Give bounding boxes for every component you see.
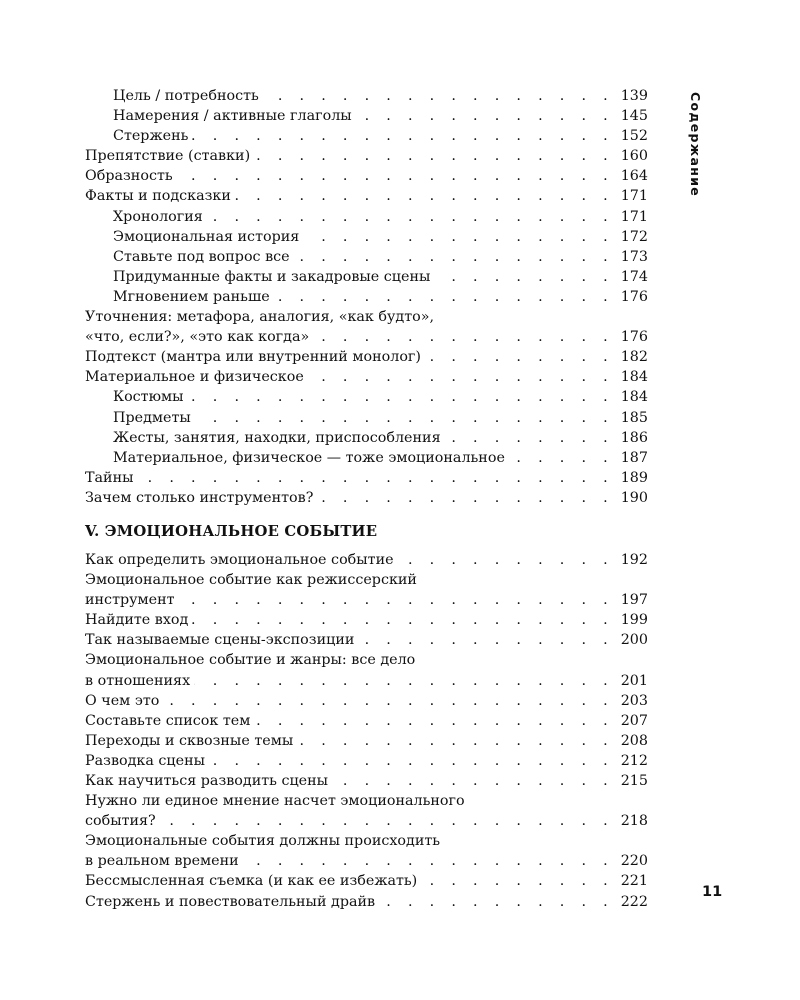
toc-entry-page: 174 [620,268,648,285]
dot-leader [425,347,614,367]
toc-entry-title: Как научиться разводить сцены [85,771,332,791]
toc-entry-title: Препятствие (ставки) [85,146,254,166]
toc-entry [85,731,648,751]
toc-entry-page: 176 [620,288,648,305]
toc-part-2 [85,550,648,912]
toc-entry [85,428,648,448]
toc-entry-title: Материальное, физическое — тоже эмоциональное [113,448,509,468]
toc-entry-page: 190 [620,489,648,506]
toc-entry-page: 139 [620,88,648,104]
dot-leader [379,892,614,912]
toc-entry [85,86,648,106]
toc-entry [85,347,648,367]
toc-entry-page: 160 [620,148,648,165]
toc-entry-page: 152 [620,128,648,145]
toc-entry-title: Подтекст (мантра или внутренний монолог) [85,347,425,367]
page-number: 11 [702,884,723,900]
toc-entry-page: 184 [620,389,648,406]
toc-entry-title: Разводка сцены [85,751,209,771]
toc-entry [85,590,648,610]
toc-entry-page: 145 [620,108,648,125]
dot-leader [434,267,614,287]
toc-entry [85,771,648,791]
toc-entry [85,387,648,407]
dot-leader [297,731,614,751]
dot-leader [160,811,614,831]
dot-leader [192,126,614,146]
toc-entry-page: 203 [620,692,648,709]
toc-entry-title: в отношениях [85,671,194,691]
dot-leader [194,671,614,691]
toc-entry-title: Найдите вход [85,610,192,630]
section-heading: V. ЭМОЦИОНАЛЬНОЕ СОБЫТИЕ [85,522,378,540]
toc-entry [85,126,648,146]
dot-leader [358,630,614,650]
toc-entry [85,751,648,771]
toc-entry [85,408,648,428]
toc-entry-title: инструмент [85,590,179,610]
toc-entry-title: Костюмы [113,387,188,407]
toc-entry [85,671,648,691]
dot-leader [207,207,614,227]
toc-entry-page: 171 [620,208,648,225]
toc-entry-title: О чем это [85,691,163,711]
toc-entry-title: Ставьте под вопрос все [113,247,294,267]
dot-leader [303,227,614,247]
toc-entry-page: 218 [620,813,648,830]
toc-entry-first-line: Уточнения: метафора, аналогия, «как будто», [85,309,435,326]
dot-leader [398,550,614,570]
toc-entry-title: «что, если?», «это как когда» [85,327,313,347]
toc-entry [85,468,648,488]
toc-entry-page: 171 [620,188,648,205]
toc-entry-title: Придуманные факты и закадровые сцены [113,267,434,287]
dot-leader [274,287,614,307]
toc-entry-title: Составьте список тем [85,711,254,731]
toc-entry-title: Образность [85,166,177,186]
toc-entry-title: Факты и подсказки [85,186,235,206]
toc-entry [85,146,648,166]
dot-leader [235,186,614,206]
dot-leader [263,86,614,106]
running-header-label: Содержание [688,92,703,198]
toc-entry-title: Тайны [85,468,138,488]
toc-entry [85,610,648,630]
toc-entry-title: Хронология [113,207,207,227]
toc-entry-title: Переходы и сквозные темы [85,731,297,751]
toc-entry-page: 221 [620,873,648,890]
toc-entry-page: 173 [620,248,648,265]
toc-entry-title: Как определить эмоциональное событие [85,550,398,570]
toc-entry [85,711,648,731]
toc-entry-page: 208 [620,732,648,749]
toc-entry-title: Так называемые сцены-экспозиции [85,630,358,650]
toc-entry [85,267,648,287]
toc-entry-title: Жесты, занятия, находки, приспособления [113,428,445,448]
toc-entry-title: Намерения / активные глаголы [113,106,356,126]
toc-entry-page: 182 [620,349,648,366]
dot-leader [188,387,614,407]
toc-entry-page: 197 [620,592,648,609]
dot-leader [179,590,614,610]
dot-leader [509,448,614,468]
dot-leader [254,146,614,166]
toc-entry-page: 199 [620,612,648,629]
toc-entry [85,448,648,468]
dot-leader [138,468,615,488]
toc-entry-page: 186 [620,429,648,446]
toc-entry-first-line: Эмоциональное событие как режиссерский [85,572,417,589]
toc-entry-title: Мгновением раньше [113,287,274,307]
toc-entry [85,367,648,387]
toc-entry [85,550,648,570]
toc-entry-page: 176 [620,329,648,346]
toc-entry-page: 185 [620,409,648,426]
toc-entry [85,691,648,711]
dot-leader [195,408,614,428]
toc-entry-title: Бессмысленная съемка (и как ее избежать) [85,871,421,891]
toc-entry [85,488,648,508]
toc-entry-title: Эмоциональная история [113,227,303,247]
toc-part-1 [85,86,648,508]
toc-entry [85,106,648,126]
toc-entry [85,327,648,347]
toc-entry-page: 222 [620,893,648,910]
dot-leader [313,327,614,347]
toc-entry-title: Зачем столько инструментов? [85,488,317,508]
dot-leader [332,771,614,791]
toc-entry-page: 189 [620,469,648,486]
dot-leader [163,691,614,711]
toc-entry [85,247,648,267]
dot-leader [243,851,614,871]
toc-entry-page: 164 [620,168,648,185]
toc-entry-first-line: Эмоциональное событие и жанры: все дело [85,652,416,669]
toc-entry-page: 220 [620,853,648,870]
dot-leader [308,367,614,387]
toc-entry-title: Материальное и физическое [85,367,308,387]
toc-entry [85,630,648,650]
dot-leader [445,428,614,448]
toc-entry [85,811,648,831]
toc-entry-page: 201 [620,672,648,689]
dot-leader [177,166,614,186]
toc-entry [85,287,648,307]
toc-entry [85,851,648,871]
dot-leader [317,488,614,508]
toc-entry [85,207,648,227]
dot-leader [356,106,614,126]
toc-entry-page: 192 [620,551,648,568]
toc-entry-page: 207 [620,712,648,729]
dot-leader [421,871,614,891]
toc-entry-page: 172 [620,228,648,245]
toc-entry [85,892,648,912]
toc-entry-page: 200 [620,632,648,649]
dot-leader [192,610,614,630]
toc-entry-title: события? [85,811,160,831]
dot-leader [294,247,614,267]
table-of-contents [85,86,648,912]
toc-entry [85,186,648,206]
toc-entry-first-line: Нужно ли единое мнение насчет эмоционального [85,793,465,810]
toc-entry-title: Цель / потребность [113,86,263,106]
dot-leader [254,711,614,731]
toc-entry-title: Стержень и повествовательный драйв [85,892,379,912]
toc-entry-page: 184 [620,369,648,386]
toc-entry [85,166,648,186]
toc-entry-first-line: Эмоциональные события должны происходить [85,833,441,850]
toc-entry-page: 215 [620,773,648,789]
toc-entry [85,227,648,247]
toc-entry-title: Стержень [113,126,192,146]
toc-entry-page: 187 [620,449,648,466]
toc-entry-title: в реальном времени [85,851,243,871]
dot-leader [209,751,614,771]
toc-entry-title: Предметы [113,408,195,428]
toc-entry-page: 212 [620,752,648,769]
toc-entry [85,871,648,891]
